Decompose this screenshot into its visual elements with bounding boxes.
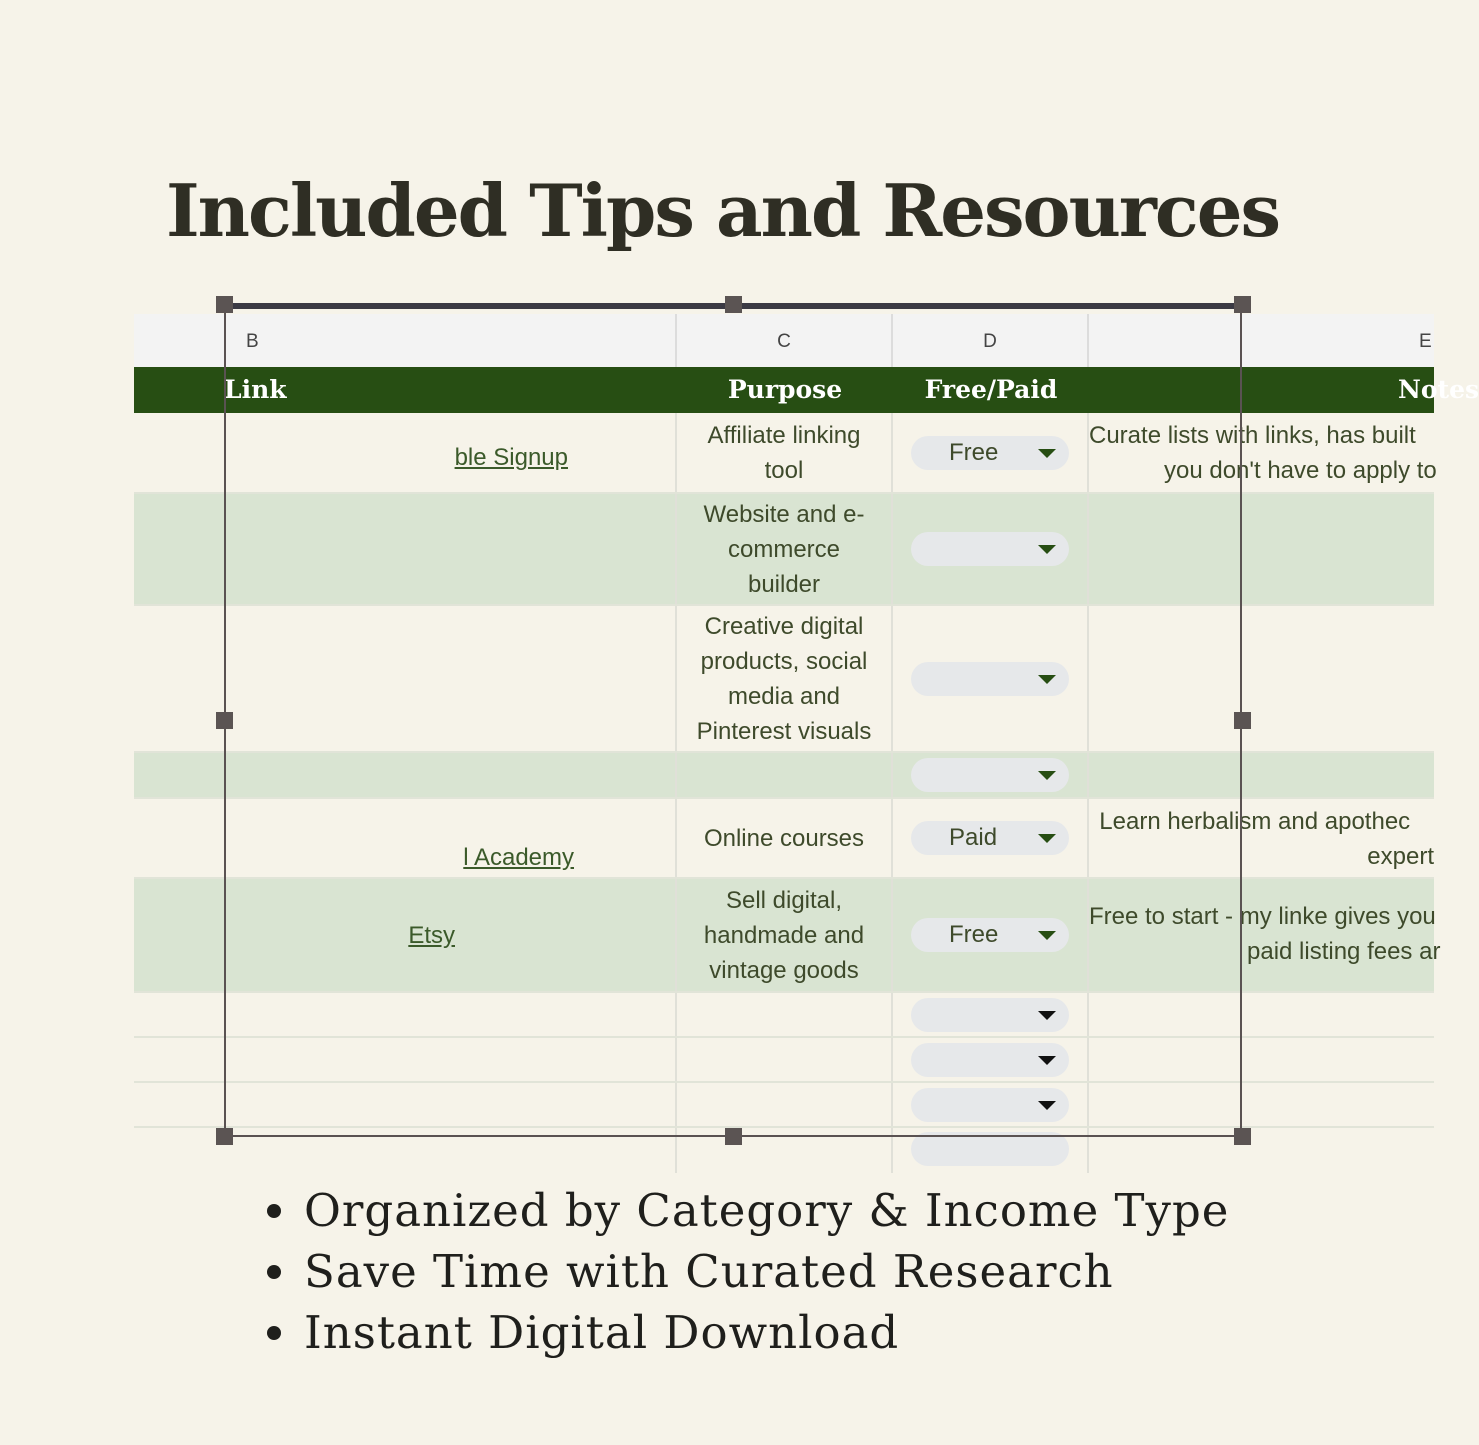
price-cell <box>893 879 1089 991</box>
link-cell[interactable]: l Academy <box>134 799 677 877</box>
price-cell <box>893 606 1089 751</box>
notes-cell <box>1089 799 1434 877</box>
chevron-down-icon <box>1038 931 1056 940</box>
notes-line: you don't have to apply to <box>1164 457 1437 484</box>
table-row <box>134 494 1434 606</box>
table-row <box>134 1083 1434 1128</box>
resize-handle-top-right[interactable] <box>1234 296 1251 313</box>
price-dropdown[interactable]: Free <box>911 918 1069 952</box>
feature-item <box>264 1180 1229 1241</box>
feature-item <box>264 1302 1229 1363</box>
notes-line: paid listing fees ar <box>1247 938 1441 965</box>
table-row <box>134 753 1434 799</box>
header-link: Link <box>134 367 677 413</box>
purpose-cell <box>677 1038 893 1081</box>
price-cell <box>893 799 1089 877</box>
column-letter-e[interactable]: E <box>1089 314 1434 368</box>
link-cell[interactable] <box>134 1038 677 1081</box>
bullet-icon <box>267 1204 281 1218</box>
price-dropdown[interactable]: Free <box>911 436 1069 470</box>
chevron-down-icon <box>1038 771 1056 780</box>
purpose-cell <box>677 1128 893 1173</box>
price-dropdown[interactable] <box>911 758 1069 792</box>
table-row <box>134 606 1434 753</box>
link-cell[interactable] <box>134 494 677 604</box>
link-cell[interactable] <box>134 753 677 797</box>
purpose-cell: Sell digital, handmade and vintage goods <box>677 879 893 991</box>
column-letter-d[interactable]: D <box>893 314 1089 368</box>
chevron-down-icon <box>1038 545 1056 554</box>
notes-cell <box>1089 1038 1434 1081</box>
notes-line: Learn herbalism and apothec <box>1099 808 1411 835</box>
resize-handle-right[interactable] <box>1234 712 1251 729</box>
price-dropdown[interactable] <box>911 662 1069 696</box>
notes-cell <box>1089 753 1434 797</box>
spreadsheet-screenshot <box>224 305 1479 1137</box>
bullet-icon <box>267 1265 281 1279</box>
purpose-cell <box>677 993 893 1036</box>
purpose-cell: Creative digital products, social media and Pinterest visuals <box>677 606 893 751</box>
feature-text: Save Time with Curated Research <box>304 1245 1114 1298</box>
notes-line: Curate lists with links, has built <box>1089 422 1416 449</box>
link-cell[interactable] <box>134 993 677 1036</box>
price-cell <box>893 993 1089 1036</box>
purpose-cell: Affiliate linking tool <box>677 413 893 492</box>
price-dropdown[interactable] <box>911 532 1069 566</box>
purpose-cell: Website and e-commerce builder <box>677 494 893 604</box>
feature-text: Instant Digital Download <box>304 1306 900 1359</box>
notes-cell <box>1089 1128 1434 1173</box>
chevron-down-icon <box>1038 1056 1056 1065</box>
notes-cell <box>1089 494 1434 604</box>
notes-cell <box>1089 606 1434 751</box>
notes-cell <box>1089 879 1441 991</box>
notes-cell <box>1089 413 1437 492</box>
table-row <box>134 799 1434 879</box>
price-cell <box>893 753 1089 797</box>
chevron-down-icon <box>1038 1101 1056 1110</box>
resize-handle-bottom-left[interactable] <box>216 1128 233 1145</box>
resize-handle-top[interactable] <box>725 296 742 313</box>
price-dropdown[interactable] <box>911 1088 1069 1122</box>
feature-item <box>264 1241 1229 1302</box>
feature-text: Organized by Category & Income Type <box>304 1184 1230 1237</box>
table-row <box>134 413 1437 494</box>
price-dropdown[interactable] <box>911 1043 1069 1077</box>
price-cell <box>893 413 1089 492</box>
header-free-paid: Free/Paid <box>893 367 1089 413</box>
link-cell[interactable] <box>134 606 677 751</box>
chevron-down-icon <box>1038 834 1056 843</box>
price-cell <box>893 1038 1089 1081</box>
header-notes: Notes <box>1089 367 1434 413</box>
resize-handle-bottom-right[interactable] <box>1234 1128 1251 1145</box>
bullet-icon <box>267 1326 281 1340</box>
chevron-down-icon <box>1038 675 1056 684</box>
feature-list <box>264 1180 1229 1363</box>
page-title: Included Tips and Resources <box>165 168 1280 253</box>
price-cell <box>893 1128 1089 1173</box>
notes-cell <box>1089 993 1434 1036</box>
resize-handle-bottom[interactable] <box>725 1128 742 1145</box>
link-cell[interactable]: ble Signup <box>134 413 677 492</box>
notes-line: Free to start - my linke gives you <box>1089 903 1436 930</box>
price-cell <box>893 1083 1089 1126</box>
column-letter-c[interactable]: C <box>677 314 893 368</box>
resize-handle-top-left[interactable] <box>216 296 233 313</box>
link-cell[interactable]: Etsy <box>134 879 677 991</box>
notes-cell <box>1089 1083 1434 1126</box>
notes-line: expert <box>1367 843 1434 870</box>
table-row <box>134 993 1434 1038</box>
price-cell <box>893 494 1089 604</box>
header-purpose: Purpose <box>677 367 893 413</box>
purpose-cell <box>677 753 893 797</box>
resize-handle-left[interactable] <box>216 712 233 729</box>
price-dropdown[interactable] <box>911 1132 1069 1166</box>
purpose-cell <box>677 1083 893 1126</box>
link-cell[interactable] <box>134 1083 677 1126</box>
table-row <box>134 1038 1434 1083</box>
chevron-down-icon <box>1038 1011 1056 1020</box>
column-letter-b[interactable]: B <box>134 314 677 368</box>
purpose-cell: Online courses <box>677 799 893 877</box>
price-dropdown[interactable]: Paid <box>911 821 1069 855</box>
chevron-down-icon <box>1038 449 1056 458</box>
table-row <box>134 879 1441 993</box>
price-dropdown[interactable] <box>911 998 1069 1032</box>
